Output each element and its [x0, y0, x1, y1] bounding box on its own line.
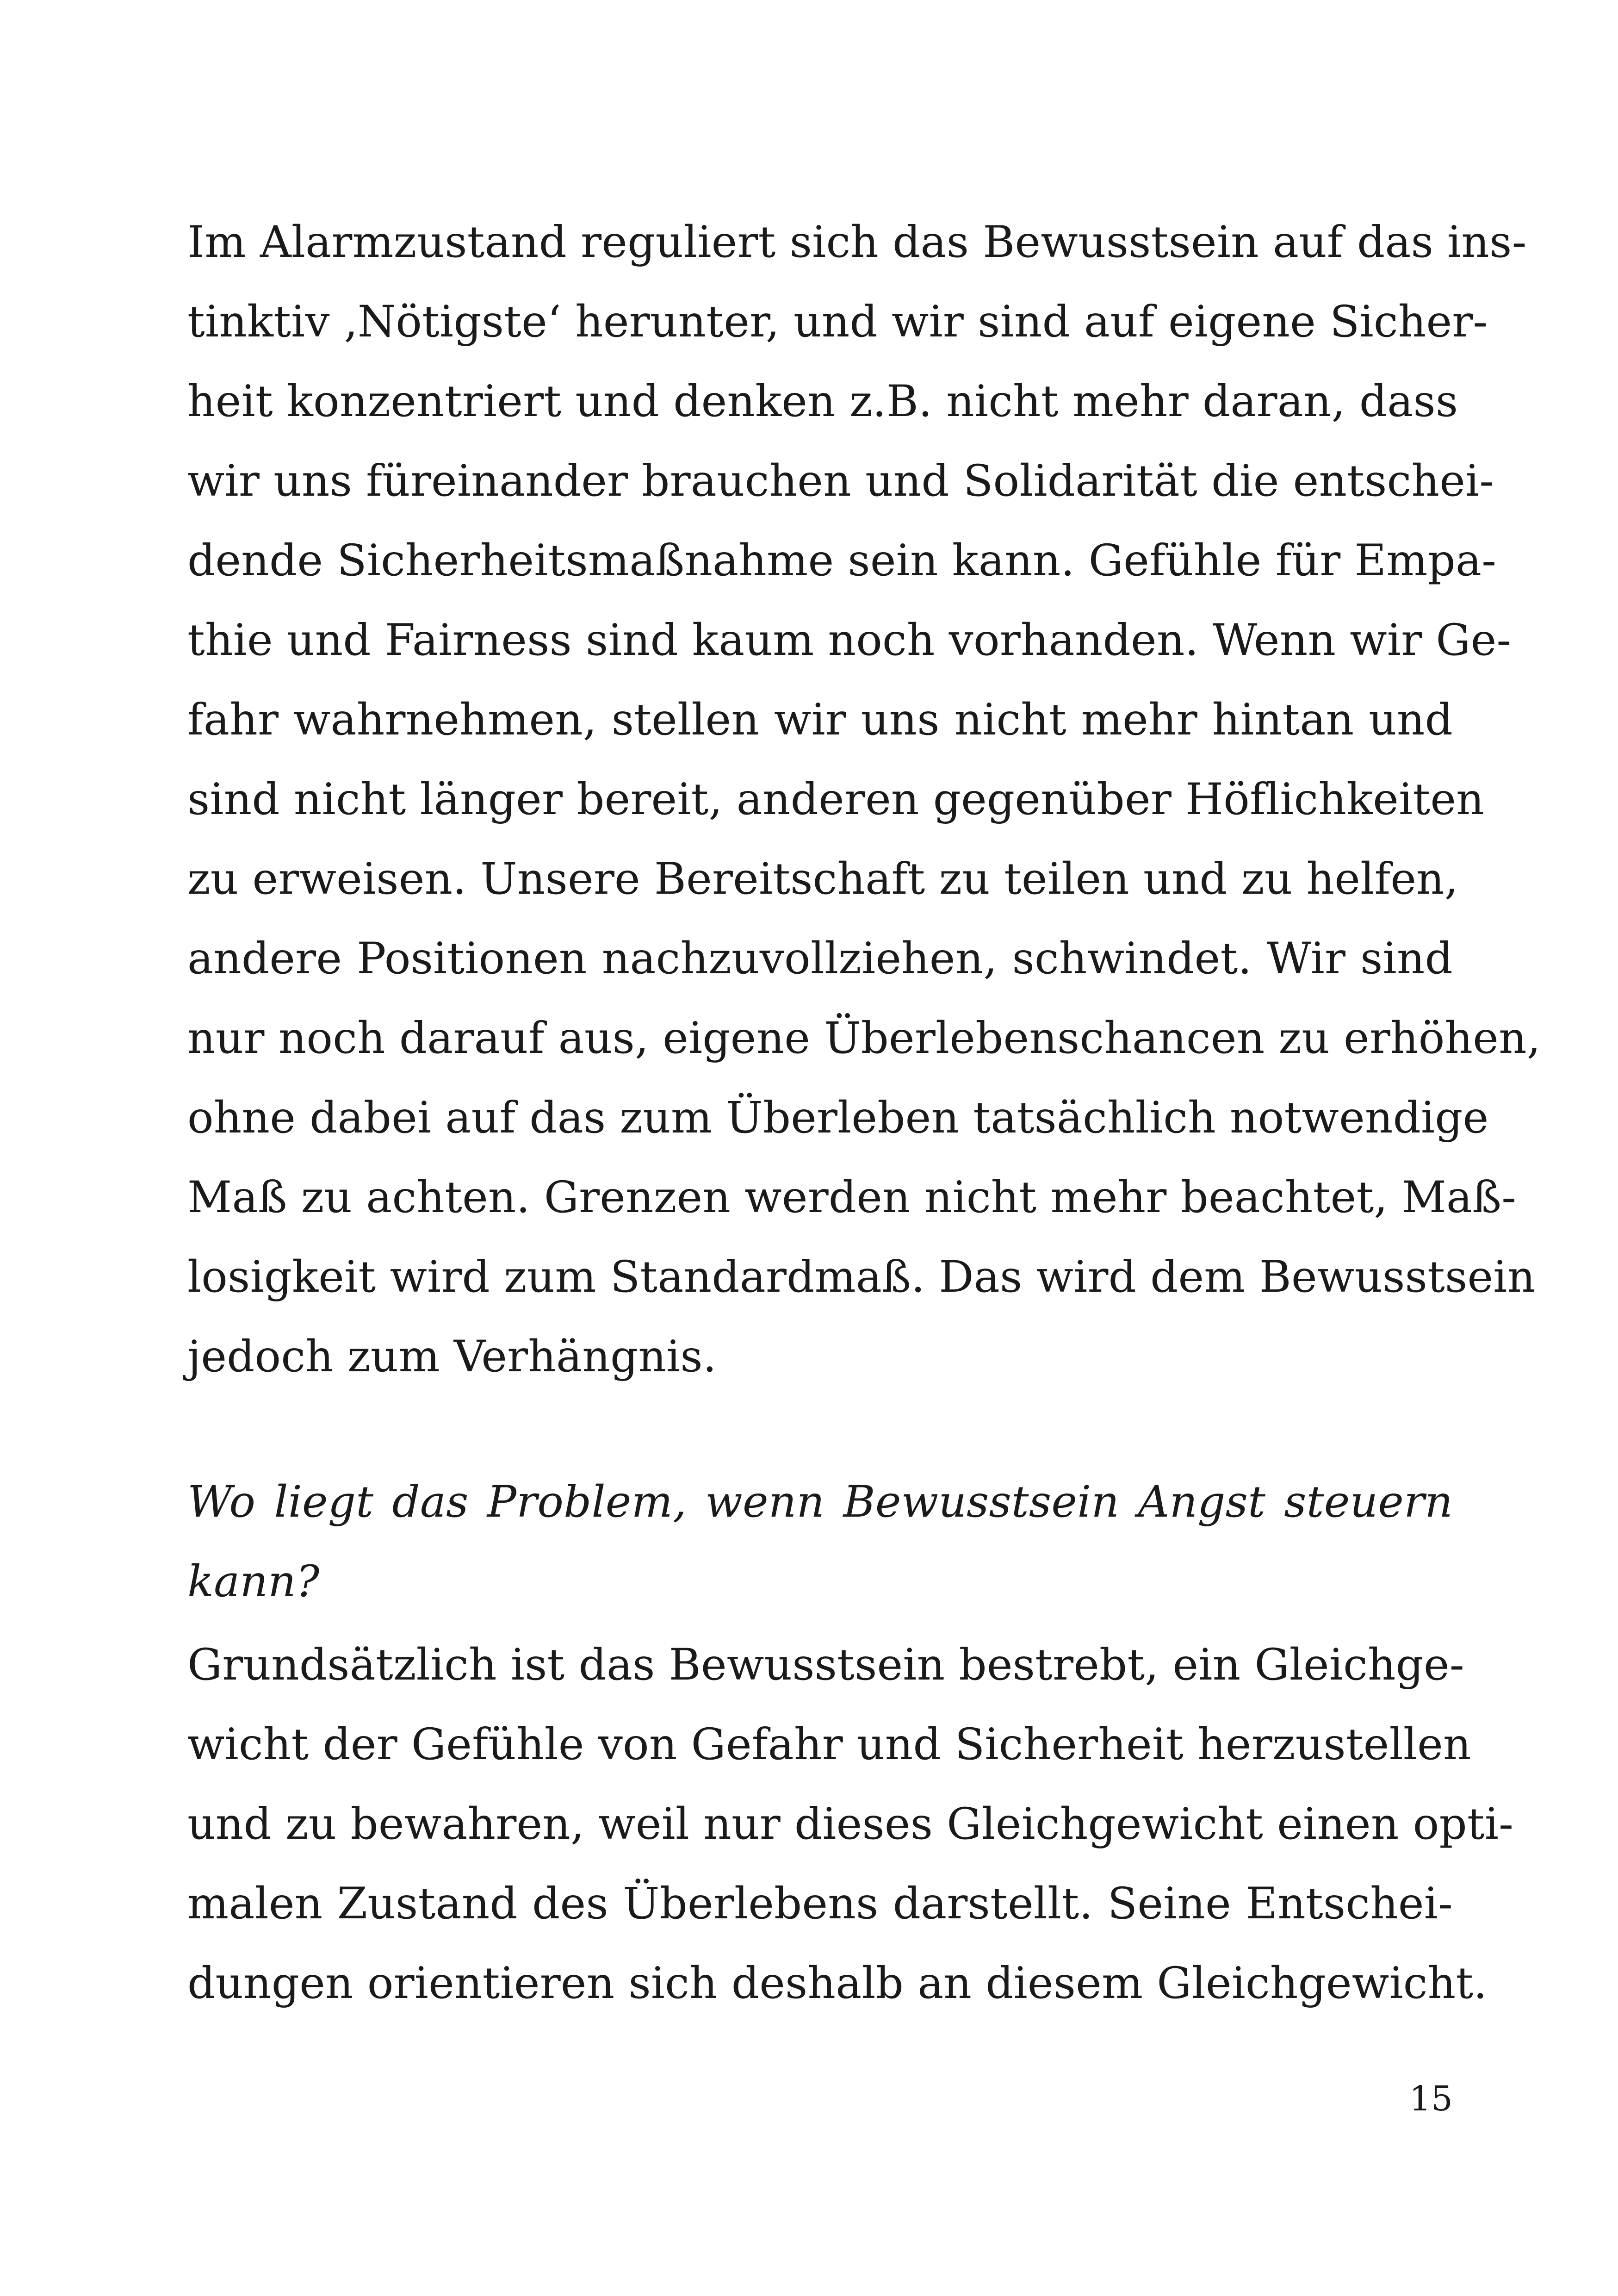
body-paragraph-1	[187, 203, 1541, 1397]
text-line: fahr wahrnehmen, stellen wir uns nicht mehr hintan und	[187, 695, 1453, 745]
text-line: tinktiv ‚Nötigste‘ herunter, und wir sind auf eigene Sicher-	[187, 297, 1488, 347]
text-line: Maß zu achten. Grenzen werden nicht mehr beachtet, Maß-	[187, 1172, 1517, 1223]
text-line: andere Positionen nachzuvollziehen, schwindet. Wir sind	[187, 933, 1453, 984]
page-number: 15	[1409, 2079, 1453, 2119]
text-line: sind nicht länger bereit, anderen gegenüber Höflichkeiten	[187, 774, 1484, 825]
text-line: ohne dabei auf das zum Überleben tatsächlich notwendige	[187, 1093, 1489, 1143]
text-line: zu erweisen. Unsere Bereitschaft zu teilen und zu helfen,	[187, 854, 1458, 904]
section-heading	[187, 1462, 1453, 1622]
heading-line: Wo liegt das Problem, wenn Bewusstsein Angst steuern	[187, 1477, 1453, 1527]
text-line: Grundsätzlich ist das Bewusstsein bestrebt, ein Gleichge-	[187, 1640, 1464, 1690]
text-line: dungen orientieren sich deshalb an diesem Gleichgewicht.	[187, 1958, 1488, 2009]
heading-line: kann?	[187, 1556, 320, 1607]
text-line: malen Zustand des Überlebens darstellt. Seine Entschei-	[187, 1879, 1453, 1929]
text-line: wir uns füreinander brauchen und Solidarität die entschei-	[187, 456, 1494, 506]
text-line: Im Alarmzustand reguliert sich das Bewusstsein auf das ins-	[187, 217, 1527, 268]
text-line: jedoch zum Verhängnis.	[187, 1332, 717, 1382]
text-line: und zu bewahren, weil nur dieses Gleichgewicht einen opti-	[187, 1799, 1514, 1849]
text-line: thie und Fairness sind kaum noch vorhanden. Wenn wir Ge-	[187, 615, 1512, 666]
text-line: heit konzentriert und denken z.B. nicht mehr daran, dass	[187, 376, 1458, 427]
body-paragraph-2	[187, 1625, 1514, 2023]
text-line: wicht der Gefühle von Gefahr und Sicherheit herzustellen	[187, 1719, 1471, 1770]
text-line: nur noch darauf aus, eigene Überlebenschancen zu erhöhen,	[187, 1013, 1541, 1064]
text-line: dende Sicherheitsmaßnahme sein kann. Gefühle für Empa-	[187, 535, 1497, 586]
text-line: losigkeit wird zum Standardmaß. Das wird dem Bewusstsein	[187, 1252, 1536, 1302]
